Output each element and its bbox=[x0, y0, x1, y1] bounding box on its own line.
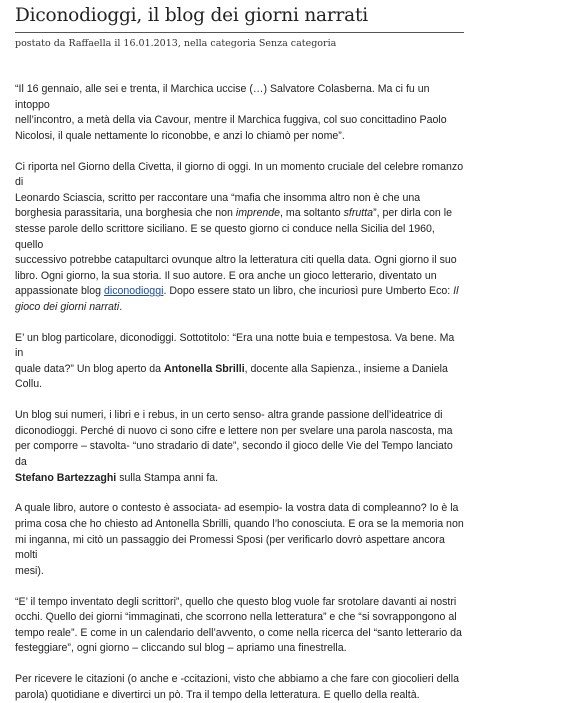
p5-line1: A quale libro, autore o contesto è associata- ad esempio- la vostra data di compleanno? Io è la bbox=[15, 502, 459, 515]
p2-line2: Leonardo Sciascia, scritto per raccontare una “mafia che insomma altro non è che una bbox=[15, 191, 421, 204]
paragraph-1 bbox=[15, 82, 465, 144]
p7-line1: Per ricevere le citazioni (o anche e -ccitazioni, visto che abbiamo a che fare con giocolieri della bbox=[15, 673, 459, 686]
p3-line1: E’ un blog particolare, diconodiggi. Sottotitolo: “Era una notte buia e tempestosa. Va bene. Ma in bbox=[15, 331, 455, 360]
p3-line2a: quale data?” Un blog aperto da bbox=[15, 362, 165, 375]
p4-line3: per comporre – stavolta- “uno stradario di date”, secondo il gioco delle Vie del Tempo lanciato da bbox=[15, 440, 453, 469]
p2-em-sfrutta: sfrutta bbox=[343, 207, 374, 220]
p2-em-book-title: gioco dei giorni narrati bbox=[15, 300, 120, 313]
p6-line4: festeggiare”, ogni giorno – cliccando sul blog – apriamo una finestrella. bbox=[15, 642, 347, 655]
p2-line7a: appassionate blog bbox=[15, 285, 104, 298]
p3-line3: Collu. bbox=[15, 378, 43, 391]
p2-line6: libro. Ogni giorno, la sua storia. Il suo autore. E ora anche un gioco letterario, diventato un bbox=[15, 269, 437, 282]
paragraph-5 bbox=[15, 501, 465, 579]
p2-em-imprende: imprende bbox=[235, 207, 281, 220]
title-divider bbox=[15, 32, 464, 33]
p2-line3b: , ma soltanto bbox=[280, 207, 344, 220]
paragraph-4 bbox=[15, 408, 465, 486]
meta-date: 16.01.2013 bbox=[123, 38, 178, 49]
p1-line2: nell’incontro, a metà della via Cavour, mentre il Marchica fuggiva, col suo concittadino Paolo bbox=[15, 114, 447, 127]
p2-line8b: . bbox=[119, 300, 123, 313]
p7-line2: parola) quotidiane e divertirci un pò. Tra il tempo della letteratura. E quello della realtà. bbox=[15, 688, 420, 701]
p2-line5: successivo potrebbe catapultarci ovunque altro la letteratura citi quella data. Ogni giorno il suo bbox=[15, 254, 457, 267]
post-meta bbox=[15, 38, 336, 49]
p3-bold-antonella: Antonella Sbrilli bbox=[164, 362, 245, 375]
meta-date-prefix: il bbox=[111, 38, 124, 49]
paragraph-7 bbox=[15, 672, 465, 703]
p6-line1: “E’ il tempo inventato degli scrittori”, quello che questo blog vuole far srotolare davanti ai nostri bbox=[15, 595, 457, 608]
post-title: Diconodioggi, il blog dei giorni narrati bbox=[15, 5, 368, 26]
p4-line1: Un blog sui numeri, i libri e i rebus, in un certo senso- altra grande passione dell’ideatrice di bbox=[15, 409, 443, 422]
diconodioggi-link[interactable]: diconodioggi bbox=[103, 285, 164, 298]
p2-line7b: . Dopo essere stato un libro, che incuriosì pure Umberto Eco: bbox=[163, 285, 454, 298]
meta-author: Raffaella bbox=[68, 38, 112, 49]
p2-line3c: ”, per dirla con le bbox=[373, 207, 452, 220]
paragraph-2 bbox=[15, 160, 465, 316]
p2-em-il: Il bbox=[453, 285, 459, 298]
p2-line1: Ci riporta nel Giorno della Civetta, il giorno di oggi. In un momento cruciale del celebre romanzo di bbox=[15, 160, 464, 189]
post-content bbox=[15, 82, 465, 703]
p6-line2: occhi. Quello dei giorni “immaginati, che scorrono nella letteratura” e che “si sovrappongono al bbox=[15, 611, 457, 624]
p2-line3a: borghesia parassitaria, una borghesia che non bbox=[15, 207, 236, 220]
p6-line3: tempo reale”. E come in un calendario dell’avvento, o come nella ricerca del “santo letterario da bbox=[15, 626, 462, 639]
p4-line4b: sulla Stampa anni fa. bbox=[116, 471, 219, 484]
p1-line3: Nicolosi, il quale nettamente lo riconobbe, e anzi lo chiamò per nome”. bbox=[15, 129, 345, 142]
p5-line2: prima cosa che ho chiesto ad Antonella Sbrilli, quando l’ho conosciuta. E ora se la memoria non bbox=[15, 518, 464, 530]
meta-category: Senza categoria bbox=[258, 38, 337, 49]
p5-line4: mesi). bbox=[15, 564, 44, 577]
p2-line4: stesse parole dello scrittore siciliano. E se questo giorno ci conduce nella Sicilia del 1960, quello bbox=[15, 222, 435, 251]
meta-category-prefix: , nella categoria bbox=[177, 38, 259, 49]
p4-line2: diconodioggi. Perché di nuovo ci sono cifre e lettere non per svelare una parola nascosta, ma bbox=[15, 424, 453, 437]
p3-line2b: , docente alla Sapienza., insieme a Daniela bbox=[244, 362, 448, 375]
p4-bold-stefano: Stefano Bartezzaghi bbox=[15, 471, 117, 484]
paragraph-6 bbox=[15, 595, 465, 657]
meta-prefix: postato da bbox=[15, 38, 69, 49]
p1-line1: “Il 16 gennaio, alle sei e trenta, il Marchica uccise (…) Salvatore Colasberna. Ma ci fu un intoppo bbox=[15, 83, 430, 111]
paragraph-3 bbox=[15, 331, 465, 393]
p5-line3: mi inganna, mi citò un passaggio dei Promessi Sposi (per verificarlo dovrò aspettare ancora molti bbox=[15, 533, 445, 562]
